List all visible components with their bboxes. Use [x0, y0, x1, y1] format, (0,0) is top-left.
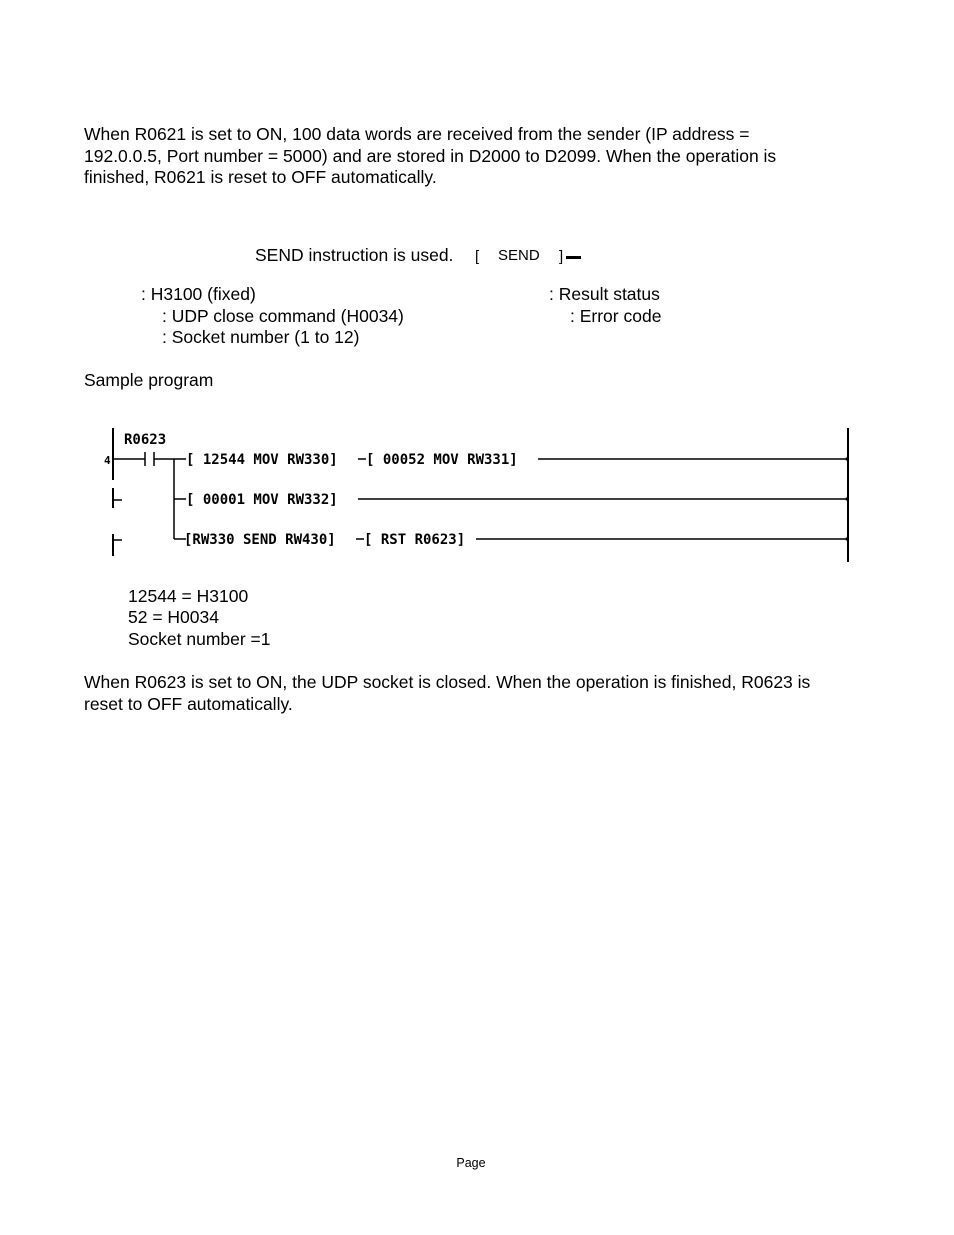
close-line-2: reset to OFF automatically. [84, 693, 293, 714]
note-3: Socket number =1 [128, 629, 271, 649]
page-footer: Page [456, 1156, 486, 1170]
param-right-1: : Result status [549, 284, 660, 304]
ladder-diagram [100, 422, 860, 568]
rung3-box1: [RW330 SEND RW430] [184, 532, 336, 548]
param-left-2: : UDP close command (H0034) [162, 306, 404, 326]
param-left-3: : Socket number (1 to 12) [162, 327, 360, 347]
close-paragraph [84, 672, 884, 715]
send-bracket-label: SEND [498, 247, 540, 264]
rung-arrow-icon: 4 [104, 454, 111, 467]
send-bracket-close: ] [559, 248, 564, 265]
close-line-1: When R0623 is set to ON, the UDP socket is closed. When the operation is finished, R0623 is [84, 672, 811, 692]
contact-label: R0623 [124, 432, 167, 448]
send-intro-text: SEND instruction is used. [255, 245, 454, 265]
note-2: 52 = H0034 [128, 607, 219, 627]
rung3-box2: [ RST R0623] [364, 532, 466, 548]
param-left-1: : H3100 (fixed) [141, 284, 256, 304]
param-right-2: : Error code [570, 306, 662, 326]
send-bracket-open: [ [475, 248, 480, 265]
send-bracket-bar [566, 256, 581, 259]
receive-paragraph [84, 124, 884, 189]
rung1-box1: [ 12544 MOV RW330] [186, 452, 338, 468]
rung2-box1: [ 00001 MOV RW332] [186, 492, 338, 508]
rung1-box2: [ 00052 MOV RW331] [366, 452, 518, 468]
receive-line-2: 192.0.0.5, Port number = 5000) and are stored in D2000 to D2099. When the operation is [84, 145, 777, 166]
receive-line-3: finished, R0621 is reset to OFF automatically. [84, 167, 437, 187]
sample-program-heading: Sample program [84, 370, 214, 390]
note-1: 12544 = H3100 [128, 586, 249, 606]
receive-line-1: When R0621 is set to ON, 100 data words are received from the sender (IP address = [84, 124, 750, 144]
